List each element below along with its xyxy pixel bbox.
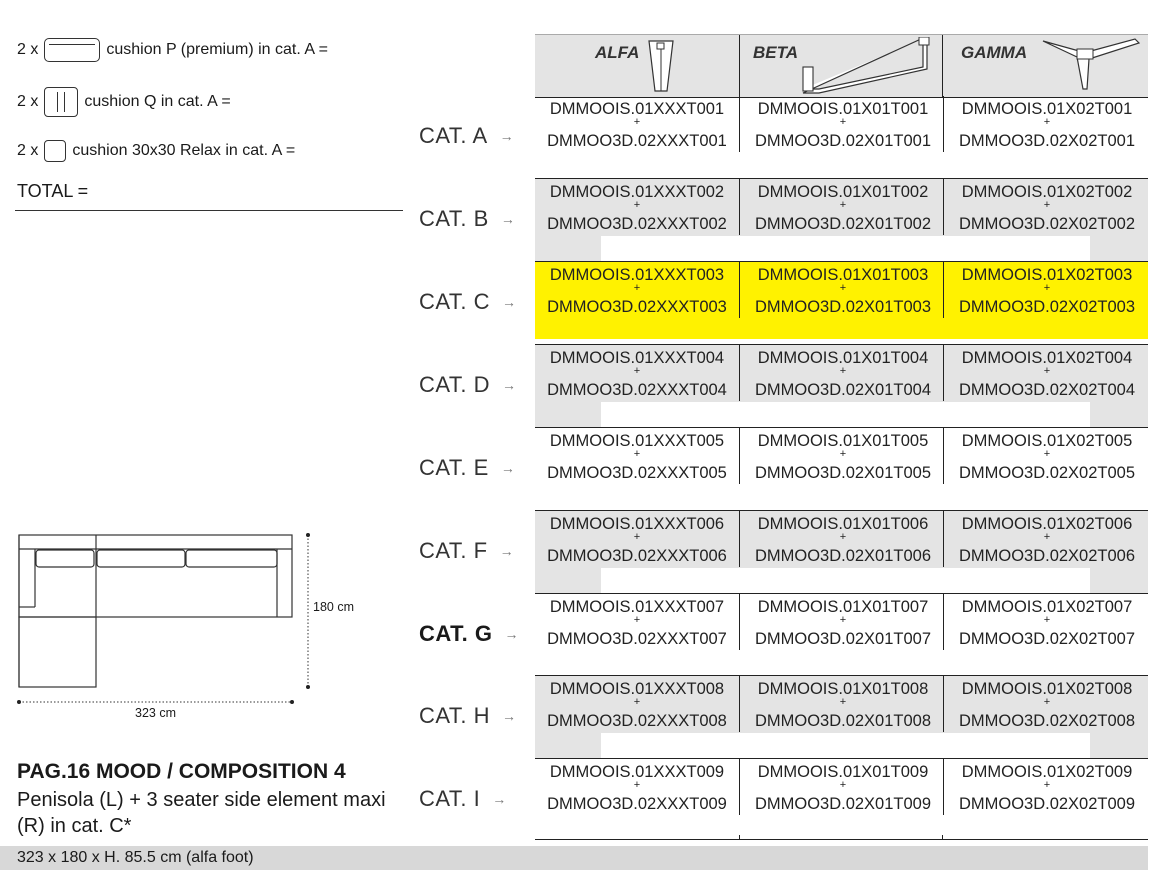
category-label [419,703,517,729]
seat-code: DMMOOIS.01X02T006 [961,515,1133,533]
seat-code: DMMOOIS.01X01T003 [757,266,929,284]
row-top-border [535,758,1148,759]
plus-sign: + [1043,614,1051,626]
cushion-p-label: cushion P (premium) in cat. A = [106,41,328,58]
armrest-code: DMMOO3D.02X01T001 [754,132,932,150]
table-bottom-border [535,839,1148,840]
cushion-q-icon [44,87,78,117]
arrow-right-icon: → [500,460,516,476]
row-background [1090,402,1148,427]
seat-code: DMMOOIS.01X02T001 [961,100,1133,118]
column-separator [739,345,740,401]
plus-sign: + [839,614,847,626]
seat-code: DMMOOIS.01X01T004 [757,349,929,367]
armrest-code: DMMOO3D.02XXXT006 [547,547,727,565]
category-row [535,511,1148,593]
cushion-square-label: cushion 30x30 Relax in cat. A = [72,142,296,159]
seat-code: DMMOOIS.01XXXT001 [549,100,725,118]
plus-sign: + [633,199,641,211]
arrow-right-icon: → [492,791,507,807]
foot-gamma-cell [945,35,1148,97]
category-name: CAT. H [419,703,491,728]
foot-alfa-label: ALFA [595,43,640,62]
column-separator [943,428,944,484]
seat-code: DMMOOIS.01XXXT004 [549,349,725,367]
column-separator [943,511,944,567]
foot-alfa-cell [535,35,739,97]
armrest-code: DMMOO3D.02X02T008 [958,712,1136,730]
category-label [419,206,515,232]
cushion-qty: 2 x [17,41,39,58]
row-background [1090,568,1148,593]
armrest-code: DMMOO3D.02XXXT004 [547,381,727,399]
column-separator [943,345,944,401]
armrest-code: DMMOO3D.02X01T004 [754,381,932,399]
seat-code: DMMOOIS.01X02T003 [961,266,1133,284]
category-row [535,96,1148,178]
row-top-border [535,427,1148,428]
total-underline [15,210,403,211]
plus-sign: + [839,282,847,294]
plus-sign: + [633,614,641,626]
seat-code: DMMOOIS.01X01T005 [757,432,929,450]
depth-dimension: 180 cm [313,600,354,614]
plus-sign: + [1043,531,1051,543]
category-name: CAT. I [419,786,481,811]
plus-sign: + [1043,116,1051,128]
cushion-square-line [17,140,295,162]
armrest-code: DMMOO3D.02X02T007 [958,630,1136,648]
armrest-code: DMMOO3D.02X02T006 [958,547,1136,565]
armrest-code: DMMOO3D.02X01T005 [754,464,932,482]
alfa-foot-icon [643,39,679,95]
plus-sign: + [839,696,847,708]
row-background [535,402,601,427]
category-label [419,621,519,647]
plus-sign: + [633,282,641,294]
cushion-p-line [17,38,328,62]
arrow-right-icon: → [504,626,519,642]
seat-code: DMMOOIS.01XXXT002 [549,183,725,201]
armrest-code: DMMOO3D.02X01T003 [754,298,932,316]
category-row [535,759,1148,841]
armrest-code: DMMOO3D.02X02T003 [958,298,1136,316]
column-separator [739,511,740,567]
column-separator [739,262,740,318]
sofa-diagram [15,530,365,735]
category-name: CAT. E [419,455,489,480]
plus-sign: + [1043,365,1051,377]
column-separator [943,96,944,152]
column-separator [942,835,943,839]
arrow-right-icon: → [500,211,516,227]
cushion-square-icon [44,140,66,162]
plus-sign: + [633,365,641,377]
seat-code: DMMOOIS.01X01T001 [757,100,929,118]
row-background [535,733,601,758]
seat-code: DMMOOIS.01XXXT005 [549,432,725,450]
row-top-border [535,344,1148,345]
column-separator [739,594,740,650]
seat-code: DMMOOIS.01X02T009 [961,763,1133,781]
row-top-border [535,593,1148,594]
foot-beta-label: BETA [753,43,799,62]
plus-sign: + [1043,779,1051,791]
column-separator [739,179,740,235]
plus-sign: + [839,779,847,791]
category-label [419,123,514,149]
armrest-code: DMMOO3D.02X02T005 [958,464,1136,482]
foot-gamma-label: GAMMA [961,43,1028,62]
seat-code: DMMOOIS.01X02T002 [961,183,1133,201]
armrest-code: DMMOO3D.02XXXT001 [547,132,727,150]
column-separator [739,96,740,152]
plus-sign: + [839,116,847,128]
column-separator [739,428,740,484]
width-dimension: 323 cm [135,706,176,720]
armrest-code: DMMOO3D.02X01T009 [754,795,932,813]
column-separator [739,835,740,839]
category-row [535,179,1148,261]
sofa-plan-drawing [15,530,365,730]
armrest-code: DMMOO3D.02X01T006 [754,547,932,565]
armrest-code: DMMOO3D.02X02T001 [958,132,1136,150]
cushion-qty: 2 x [17,93,39,110]
row-background [1090,733,1148,758]
plus-sign: + [633,448,641,460]
arrow-right-icon: → [502,377,517,393]
seat-code: DMMOOIS.01XXXT003 [549,266,725,284]
row-top-border [535,178,1148,179]
category-row [535,676,1148,758]
plus-sign: + [633,116,641,128]
arrow-right-icon: → [502,708,517,724]
seat-code: DMMOOIS.01XXXT009 [549,763,725,781]
plus-sign: + [1043,448,1051,460]
beta-foot-icon [799,37,939,95]
plus-sign: + [1043,696,1051,708]
plus-sign: + [633,531,641,543]
category-row [535,345,1148,427]
plus-sign: + [839,448,847,460]
category-name: CAT. C [419,289,491,314]
column-separator [943,676,944,732]
seat-code: DMMOOIS.01X02T007 [961,598,1133,616]
seat-code: DMMOOIS.01X02T008 [961,680,1133,698]
category-label [419,538,514,564]
plus-sign: + [633,696,641,708]
page-title: PAG.16 MOOD / COMPOSITION 4 [17,760,346,783]
category-name: CAT. A [419,123,488,148]
column-separator [943,179,944,235]
row-background [535,568,601,593]
category-name: CAT. F [419,538,488,563]
gamma-foot-icon [1039,37,1145,93]
armrest-code: DMMOO3D.02X01T007 [754,630,932,648]
foot-beta-cell [741,35,945,97]
row-top-border [535,261,1148,262]
category-name: CAT. B [419,206,489,231]
cushion-q-line [17,87,231,117]
column-separator [943,594,944,650]
armrest-code: DMMOO3D.02XXXT007 [547,630,727,648]
seat-code: DMMOOIS.01X02T004 [961,349,1133,367]
category-row [535,262,1148,344]
plus-sign: + [839,365,847,377]
seat-code: DMMOOIS.01X01T009 [757,763,929,781]
category-row [535,428,1148,510]
plus-sign: + [633,779,641,791]
armrest-code: DMMOO3D.02X02T009 [958,795,1136,813]
armrest-code: DMMOO3D.02XXXT008 [547,712,727,730]
composition-subtitle: Penisola (L) + 3 seater side element maxi (R) in cat. C* [17,789,386,837]
seat-code: DMMOOIS.01X01T006 [757,515,929,533]
plus-sign: + [1043,199,1051,211]
cushion-qty: 2 x [17,142,39,159]
header-separator [739,35,740,97]
seat-code: DMMOOIS.01X01T002 [757,183,929,201]
row-background [1090,236,1148,261]
seat-code: DMMOOIS.01X01T008 [757,680,929,698]
arrow-right-icon: → [499,543,515,559]
seat-code: DMMOOIS.01X02T005 [961,432,1133,450]
category-row [535,594,1148,676]
armrest-code: DMMOO3D.02X02T002 [958,215,1136,233]
cushion-p-icon [44,38,100,62]
category-label [419,372,517,398]
column-separator [739,759,740,815]
cushion-q-label: cushion Q in cat. A = [84,93,231,110]
column-separator [943,759,944,815]
footer-bar [0,846,1148,870]
armrest-code: DMMOO3D.02X02T004 [958,381,1136,399]
armrest-code: DMMOO3D.02XXXT002 [547,215,727,233]
category-name: CAT. G [419,621,493,646]
category-label [419,289,517,315]
armrest-code: DMMOO3D.02X01T008 [754,712,932,730]
category-label [419,455,515,481]
seat-code: DMMOOIS.01XXXT008 [549,680,725,698]
category-label [419,786,507,812]
row-background [535,236,601,261]
armrest-code: DMMOO3D.02XXXT009 [547,795,727,813]
seat-code: DMMOOIS.01X01T007 [757,598,929,616]
column-separator [943,262,944,318]
total-label: TOTAL = [17,181,89,201]
plus-sign: + [1043,282,1051,294]
arrow-right-icon: → [499,128,515,144]
footer-dimensions: 323 x 180 x H. 85.5 cm (alfa foot) [17,849,254,866]
category-name: CAT. D [419,372,491,397]
header-separator [942,35,943,97]
seat-code: DMMOOIS.01XXXT007 [549,598,725,616]
armrest-code: DMMOO3D.02X01T002 [754,215,932,233]
armrest-code: DMMOO3D.02XXXT003 [547,298,727,316]
column-separator [739,676,740,732]
arrow-right-icon: → [502,294,517,310]
row-top-border [535,510,1148,511]
feet-header [535,34,1148,98]
armrest-code: DMMOO3D.02XXXT005 [547,464,727,482]
row-top-border [535,675,1148,676]
seat-code: DMMOOIS.01XXXT006 [549,515,725,533]
plus-sign: + [839,531,847,543]
plus-sign: + [839,199,847,211]
